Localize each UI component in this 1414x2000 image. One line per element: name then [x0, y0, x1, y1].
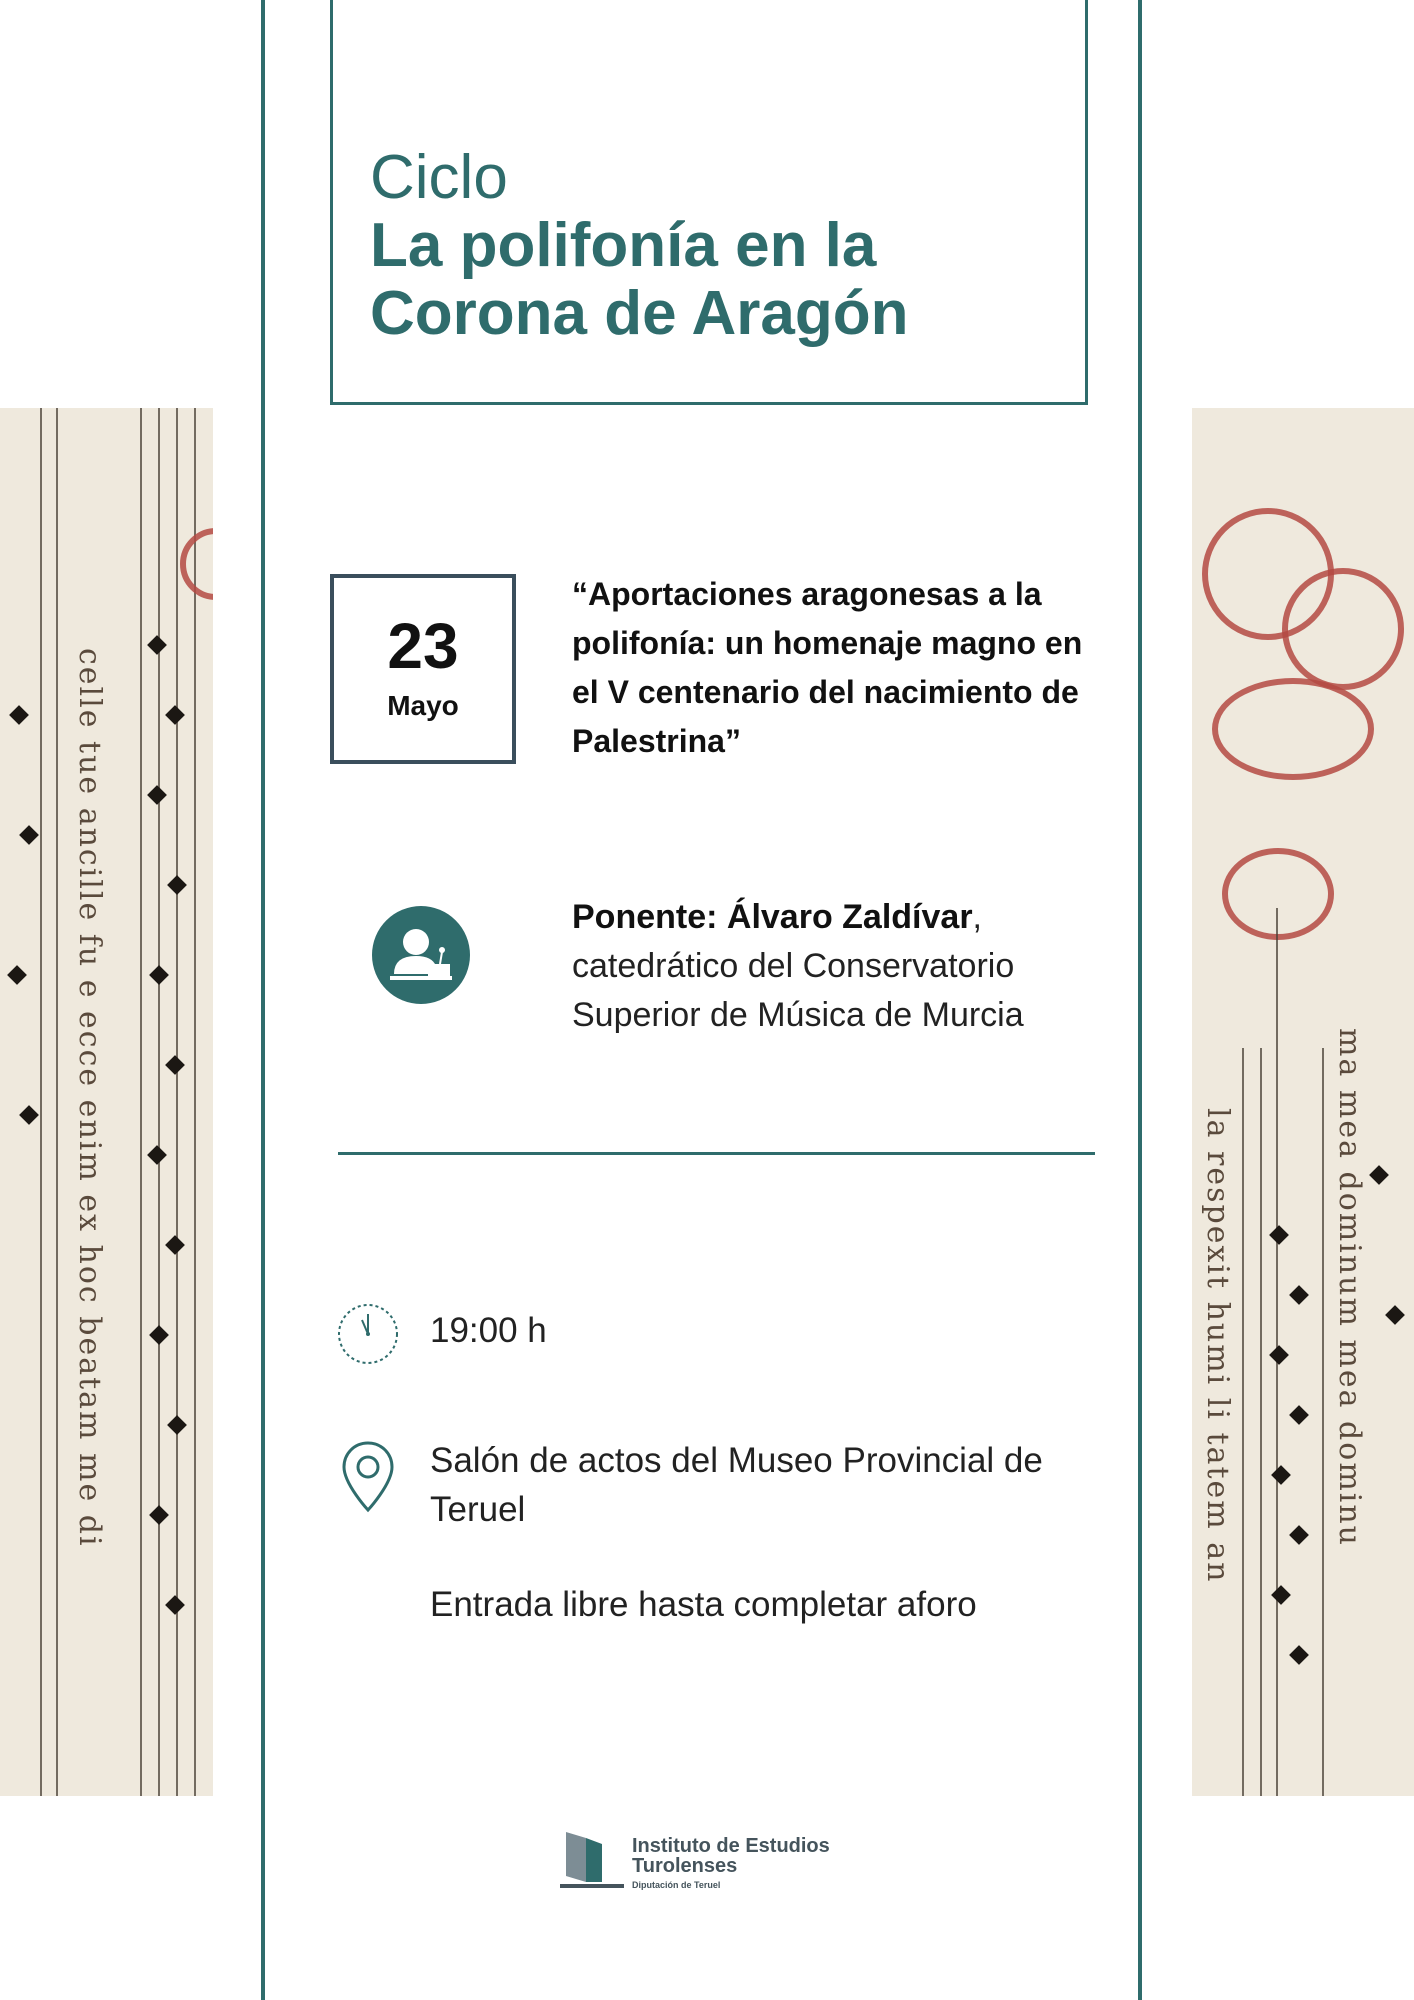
organizer-name: Instituto de Estudios Turolenses — [632, 1835, 830, 1877]
date-day: 23 — [387, 610, 459, 682]
speaker-name: Ponente: Álvaro Zaldívar — [572, 898, 973, 936]
organizer-subtitle: Diputación de Teruel — [632, 1880, 721, 1890]
cycle-title: La polifonía en la Corona de Aragón — [370, 211, 909, 348]
entry-note: Entrada libre hasta completar aforo — [430, 1585, 977, 1624]
speaker-at-podium-icon — [372, 906, 470, 1004]
manuscript-image-right: la respexit humi li tatem an ma mea dominum mea dominu — [1192, 408, 1414, 1796]
organizer-logo — [560, 1826, 860, 1898]
date-badge — [330, 574, 516, 764]
clock-icon — [336, 1302, 400, 1366]
speaker-role: , catedrático del Conservatorio Superior de Música de Murcia — [572, 898, 1024, 1034]
talk-title: “Aportaciones aragonesas a la polifonía: un homenaje magno en el V centenario del nacimiento de Palestrina” — [572, 576, 1083, 759]
cycle-label: Ciclo — [370, 143, 508, 212]
section-divider — [338, 1152, 1095, 1155]
event-venue: Salón de actos del Museo Provincial de Teruel — [430, 1441, 1043, 1529]
location-pin-icon — [340, 1440, 396, 1514]
speaker-info — [572, 893, 1092, 1040]
manuscript-image-left: celle tue ancille fu e ecce enim ex hoc beatam me di — [0, 408, 213, 1796]
panel-border-right — [1138, 0, 1142, 2000]
event-time: 19:00 h — [430, 1311, 547, 1350]
organizer-logo-mark — [560, 1826, 624, 1890]
date-month: Mayo — [387, 690, 459, 721]
panel-border-left — [261, 0, 265, 2000]
